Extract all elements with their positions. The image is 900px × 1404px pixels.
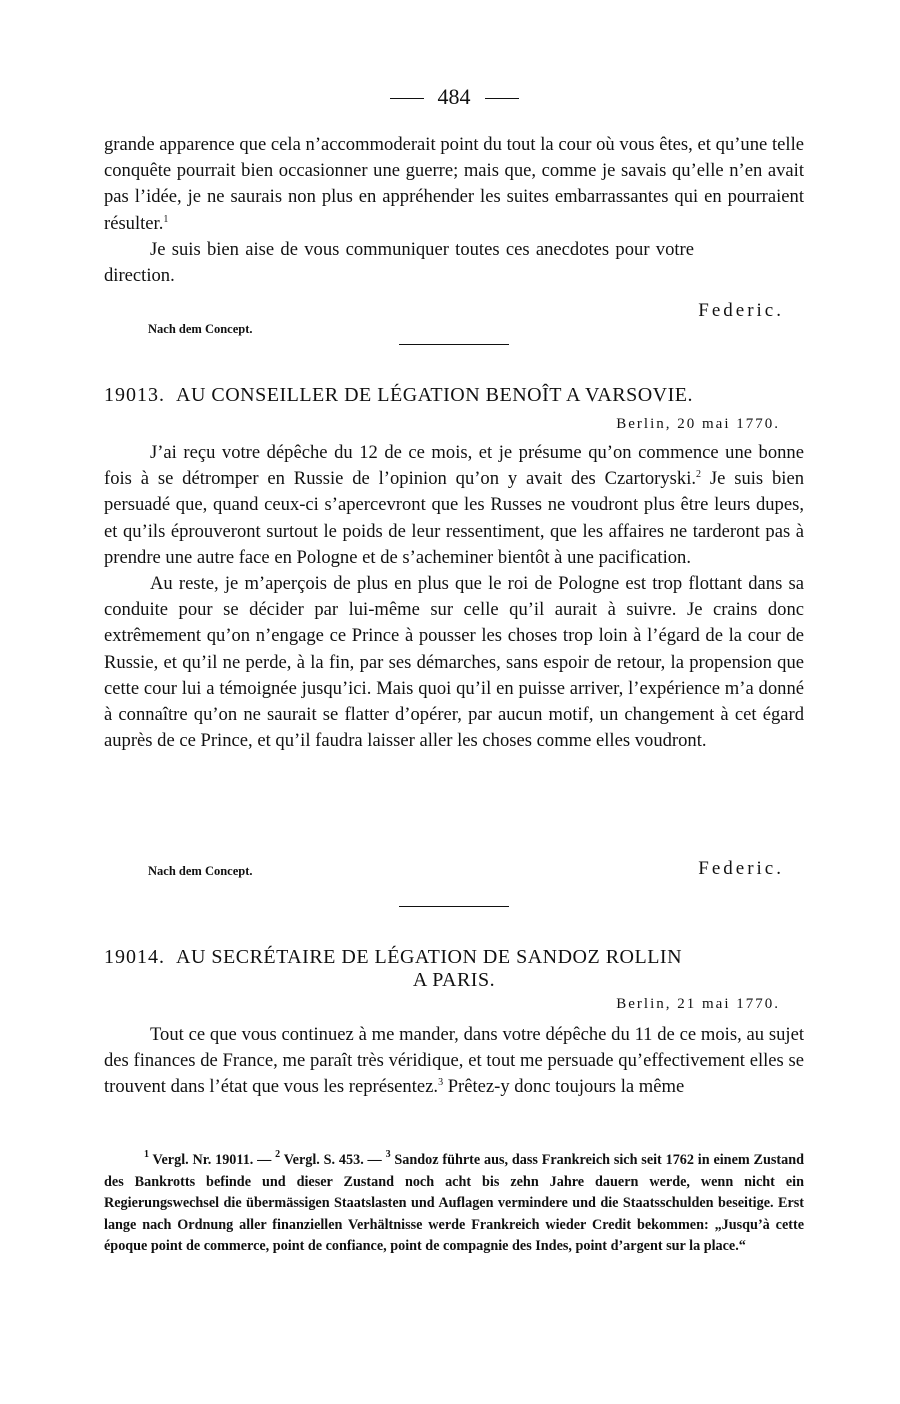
letter-body xyxy=(104,440,804,754)
footnote-ref: 1 xyxy=(163,213,169,225)
section-divider xyxy=(399,906,509,907)
paragraph: grande apparence que cela n’accommoderait point du tout la cour où vous êtes, et qu’une telle conquête pourrait bien occasionner une guerre; mais que, comme je savais qu’elle n’en avait pas l’idée, je ne saurais non plus en appréhender les suites embarrassantes qui en pourraient résulter.$^1$ xyxy=(104,134,804,234)
page-header xyxy=(104,84,804,110)
signature: Federic. xyxy=(698,300,784,321)
footnotes xyxy=(104,1150,804,1258)
letter-dateline: Berlin, 21 mai 1770. xyxy=(616,996,780,1012)
letter-recipient: AU SECRÉTAIRE DE LÉGATION DE SANDOZ ROLLIN xyxy=(176,946,683,968)
letter-recipient-location: A PARIS. xyxy=(412,969,496,991)
letter-dateline: Berlin, 20 mai 1770. xyxy=(616,416,780,432)
source-note: Nach dem Concept. xyxy=(148,864,253,878)
letter-number: 19014. xyxy=(104,946,165,968)
paragraph: Tout ce que vous continuez à me mander, dans votre dépêche du 11 de ce mois, au sujet des finances de France, me paraît très véridique, et tout me persuade qu’effectivement elles se trouvent dans l’état que vous les représentez.$^3$ Prêtez-y donc toujours la même xyxy=(104,1024,804,1098)
footnote-ref: 3 xyxy=(438,1077,444,1089)
paragraph: J’ai reçu votre dépêche du 12 de ce mois, et je présume qu’on commence une bonne fois à se détromper en Russie de l’opinion qu’on y avait des Czartoryski.$^2$ Je suis bien persuadé que, quand ceux-ci s’apercevront que les Russes ne voudront plus être leurs dupes, et qu’ils éprouveront surtout le poids de leur ressentiment, que les affaires ne tarderont pas à prendre une autre face en Pologne et de s’acheminer bientôt à une pacification. xyxy=(104,442,804,568)
page-number: 484 xyxy=(437,84,471,109)
letter-heading xyxy=(104,946,804,992)
signature: Federic. xyxy=(698,858,784,879)
paragraph: Je suis bien aise de vous communiquer toutes ces anecdotes pour votre direction. xyxy=(104,238,694,287)
footnote-text: $^1$ Vergl. Nr. 19011. — $^2$ Vergl. S. 453. — $^3$ Sandoz führte aus, dass Frankreich sich seit 1762 in einem Zustand des Bankrotts befinde und dieser Zustand noch acht bis zehn Jahre dauern werde, wenn nicht ein Regierungswechsel die übermässigen Staatslasten und Auflagen vermindere und die Staatsschulden beseitige. Erst lange nach Ordnung aller finanziellen Verhältnisse werde Frankreich wieder Credit bekommen: „Jusqu’à cette époque point de commerce, point de confiance, point de compagnie des Indes, point d’argent sur la place.“ xyxy=(104,1149,804,1255)
letter-recipient: AU CONSEILLER DE LÉGATION BENOÎT A VARSOVIE. xyxy=(176,384,693,406)
letter-heading xyxy=(104,384,804,407)
section-divider xyxy=(399,344,509,345)
footnote-ref: 2 xyxy=(696,469,702,481)
header-dash-left xyxy=(390,98,424,99)
paragraph: Au reste, je m’aperçois de plus en plus que le roi de Pologne est trop flottant dans sa conduite pour se décider par lui-même sur celle qu’il aurait à suivre. Je crains donc extrêmement qu’on n’engage ce Prince à pousser les choses trop loin à l’égard de la cour de Russie, et qu’il ne perde, à la fin, par ses démarches, sans espoir de retour, la propension que cette cour lui a témoignée jusqu’ici. Mais quoi qu’il en puisse arriver, l’expérience m’a donné à connaître qu’on ne saurait se flatter d’opérer, par aucun motif, un changement à cet égard auprès de ce Prince, et qu’il faudra laisser aller les choses comme elles voudront. xyxy=(104,573,804,752)
previous-letter-continuation xyxy=(104,132,804,289)
header-dash-right xyxy=(485,98,519,99)
letter-body xyxy=(104,1022,804,1101)
source-note: Nach dem Concept. xyxy=(148,322,253,336)
letter-number: 19013. xyxy=(104,384,165,406)
